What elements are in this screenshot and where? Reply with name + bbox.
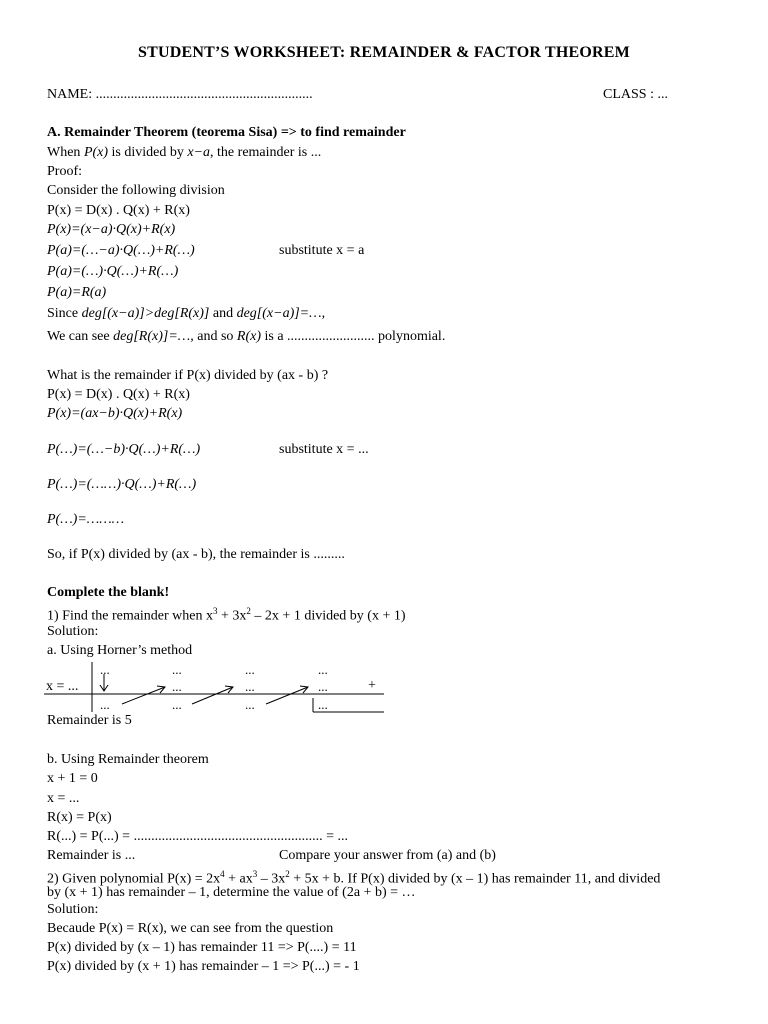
- horner-coef-4: ...: [318, 662, 328, 677]
- class-line: CLASS : ...: [603, 87, 668, 102]
- p2-text-d: + 5x + b. If P(x) divided by (x – 1) has remainder 11, and divided: [289, 871, 661, 887]
- problem-2-line-2: by (x + 1) has remainder – 1, determine the value of (2a + b) = …: [47, 885, 416, 900]
- since-degree-divisor: deg[(x−a)]=…,: [236, 306, 326, 321]
- horner-title: a. Using Horner’s method: [47, 643, 193, 658]
- solution-label-2: Solution:: [47, 902, 99, 917]
- we-can-see-line: [47, 328, 445, 345]
- q2-step-4: P(…)=………: [47, 512, 125, 527]
- wecan-blank: is a ......................... polynomial.: [264, 329, 446, 344]
- diagonal-arrow-2: [192, 687, 233, 704]
- problem-1: [47, 603, 406, 625]
- horner-plus-sign: +: [368, 678, 376, 693]
- b-remainder: Remainder is ...: [47, 848, 136, 863]
- wecan-text: We can see: [47, 329, 110, 344]
- when-px: P(x): [83, 145, 109, 160]
- horner-mid-3: ...: [318, 679, 328, 694]
- since-text: Since: [47, 306, 79, 321]
- when-line: [47, 144, 321, 161]
- p2-text-a: 2) Given polynomial P(x) = 2x: [47, 871, 221, 887]
- horner-remainder: ...: [318, 697, 328, 712]
- solution-2-step-2: P(x) divided by (x – 1) has remainder 11 => P(....) = 11: [47, 940, 357, 955]
- horner-coef-3: ...: [245, 662, 255, 677]
- q2-step-3: P(…)=(……)·Q(…)+R(…): [47, 477, 197, 492]
- b-step-1: x + 1 = 0: [47, 771, 98, 786]
- b-step-3: R(x) = P(x): [47, 810, 112, 825]
- horner-mid-1: ...: [172, 679, 182, 694]
- wecan-degree: deg[R(x)]=…,: [113, 329, 194, 344]
- horner-coef-2: ...: [172, 662, 182, 677]
- section-a-heading: A. Remainder Theorem (teorema Sisa) => to find remainder: [47, 125, 406, 140]
- p2-exp-3: 3: [252, 869, 258, 879]
- consider-line: Consider the following division: [47, 183, 225, 198]
- p1-text-c: – 2x + 1 divided by (x + 1): [250, 608, 406, 624]
- horner-result-3: ...: [245, 697, 255, 712]
- horner-mid-2: ...: [245, 679, 255, 694]
- wecan-rx: R(x): [236, 329, 261, 344]
- p1-text-b: + 3x: [217, 608, 247, 624]
- when-remainder: , the remainder is ...: [210, 145, 322, 160]
- horner-lines: [40, 660, 400, 720]
- p2-text-c: – 3x: [257, 871, 286, 887]
- proof-label: Proof:: [47, 164, 82, 179]
- p1-exp-2: 2: [246, 606, 251, 616]
- since-line: [47, 305, 325, 322]
- division-equation: P(x) = D(x) . Q(x) + R(x): [47, 203, 190, 218]
- remainder-is-5: Remainder is 5: [47, 713, 132, 728]
- p1-exp-3: 3: [213, 606, 218, 616]
- proof-step-1: P(x)=(x−a)·Q(x)+R(x): [47, 222, 176, 237]
- compare-note: Compare your answer from (a) and (b): [279, 848, 496, 863]
- horner-x-label: x = ...: [46, 679, 79, 694]
- complete-the-blank-heading: Complete the blank!: [47, 585, 170, 600]
- horner-result-2: ...: [172, 697, 182, 712]
- q2-step-2: P(…)=(…−b)·Q(…)+R(…): [47, 442, 201, 457]
- solution-label-1: Solution:: [47, 624, 99, 639]
- b-step-4: R(...) = P(...) = ...................................................... = ...: [47, 829, 348, 844]
- since-degree-compare: deg[(x−a)]>deg[R(x)]: [81, 306, 210, 321]
- horner-result-1: ...: [100, 697, 110, 712]
- name-line: NAME: ..............................................................: [47, 87, 313, 102]
- p1-text-a: 1) Find the remainder when x: [47, 608, 214, 624]
- when-divided: is divided by: [111, 145, 184, 160]
- solution-2-step-1: Becaude P(x) = R(x), we can see from the question: [47, 921, 334, 936]
- b-step-2: x = ...: [47, 791, 80, 806]
- p2-text-b: + ax: [224, 871, 253, 887]
- q2-division-equation: P(x) = D(x) . Q(x) + R(x): [47, 387, 190, 402]
- diagonal-arrow-1: [122, 687, 165, 704]
- p2-exp-2: 2: [285, 869, 290, 879]
- when-text: When: [47, 145, 81, 160]
- horner-scheme: [40, 660, 400, 720]
- question-ax-b: What is the remainder if P(x) divided by (ax - b) ?: [47, 368, 329, 383]
- since-and: and: [212, 306, 234, 321]
- worksheet-title: STUDENT’S WORKSHEET: REMAINDER & FACTOR THEOREM: [138, 44, 630, 61]
- p2-exp-4: 4: [220, 869, 225, 879]
- proof-step-3: P(a)=(…)·Q(…)+R(…): [47, 264, 179, 279]
- diagonal-arrow-3: [266, 687, 308, 704]
- q2-conclusion: So, if P(x) divided by (ax - b), the remainder is .........: [47, 547, 345, 562]
- horner-coef-1: ...: [100, 662, 110, 677]
- proof-step-2: P(a)=(…−a)·Q(…)+R(…): [47, 243, 195, 258]
- when-divisor: x−a: [187, 145, 211, 160]
- q2-step-1: P(x)=(ax−b)·Q(x)+R(x): [47, 406, 183, 421]
- solution-2-step-3: P(x) divided by (x + 1) has remainder – 1 => P(...) = - 1: [47, 959, 360, 974]
- remainder-theorem-title: b. Using Remainder theorem: [47, 752, 209, 767]
- proof-step-4: P(a)=R(a): [47, 285, 107, 300]
- substitute-note-b: substitute x = ...: [279, 442, 369, 457]
- substitute-note-a: substitute x = a: [279, 243, 365, 258]
- wecan-and-so: and so: [197, 329, 234, 344]
